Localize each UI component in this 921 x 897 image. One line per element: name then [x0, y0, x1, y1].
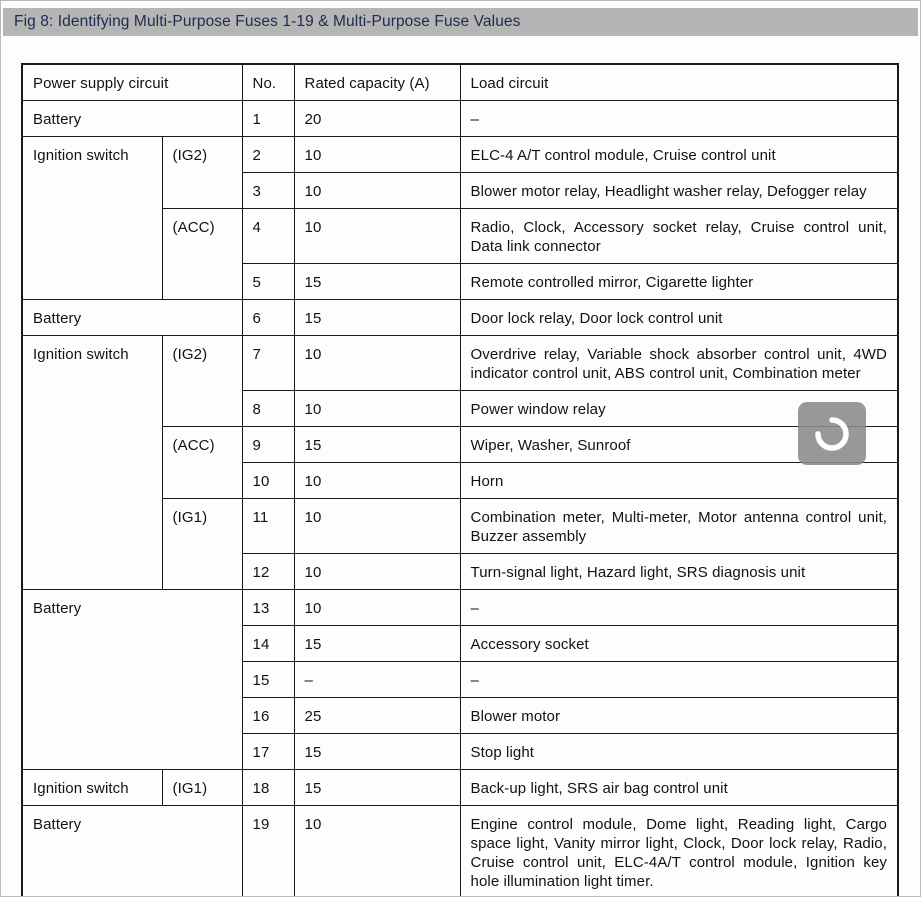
load-circuit-cell: Horn [460, 463, 898, 499]
table-row [22, 300, 898, 336]
capacity-cell: 10 [294, 336, 460, 391]
capacity-cell: 10 [294, 173, 460, 209]
capacity-cell: 15 [294, 427, 460, 463]
power-supply-sub-cell: (IG1) [162, 770, 242, 806]
load-circuit-cell: Accessory socket [460, 626, 898, 662]
power-supply-sub-cell: (IG2) [162, 137, 242, 209]
fuse-no-cell: 1 [242, 101, 294, 137]
power-supply-cell: Battery [22, 806, 242, 897]
fuse-no-cell: 4 [242, 209, 294, 264]
load-circuit-cell: – [460, 590, 898, 626]
load-circuit-cell: Turn-signal light, Hazard light, SRS diagnosis unit [460, 554, 898, 590]
loading-spinner-icon [812, 414, 852, 454]
fuse-no-cell: 17 [242, 734, 294, 770]
load-circuit-cell: Wiper, Washer, Sunroof [460, 427, 898, 463]
load-circuit-cell: Back-up light, SRS air bag control unit [460, 770, 898, 806]
load-circuit-cell: – [460, 101, 898, 137]
fuse-no-cell: 7 [242, 336, 294, 391]
load-circuit-cell: Combination meter, Multi-meter, Motor antenna control unit, Buzzer assembly [460, 499, 898, 554]
load-circuit-cell: Power window relay [460, 391, 898, 427]
table-header-row [22, 64, 898, 101]
capacity-cell: 15 [294, 770, 460, 806]
capacity-cell: 20 [294, 101, 460, 137]
capacity-cell: 10 [294, 806, 460, 897]
load-circuit-cell: Stop light [460, 734, 898, 770]
col-header-no: No. [242, 64, 294, 101]
table-row [22, 137, 898, 173]
capacity-cell: 10 [294, 137, 460, 173]
power-supply-cell: Ignition switch [22, 336, 162, 590]
fuse-no-cell: 2 [242, 137, 294, 173]
table-row [22, 590, 898, 626]
load-circuit-cell: – [460, 662, 898, 698]
power-supply-cell: Battery [22, 101, 242, 137]
capacity-cell: 25 [294, 698, 460, 734]
power-supply-cell: Ignition switch [22, 770, 162, 806]
load-circuit-cell: Overdrive relay, Variable shock absorber control unit, 4WD indicator control unit, ABS control unit, Combination meter [460, 336, 898, 391]
power-supply-cell: Battery [22, 590, 242, 770]
col-header-capacity: Rated capacity (A) [294, 64, 460, 101]
fuse-no-cell: 16 [242, 698, 294, 734]
col-header-power-supply: Power supply circuit [22, 64, 242, 101]
fuse-no-cell: 13 [242, 590, 294, 626]
power-supply-sub-cell: (ACC) [162, 209, 242, 300]
figure-caption: Fig 8: Identifying Multi-Purpose Fuses 1-19 & Multi-Purpose Fuse Values [14, 13, 521, 30]
fuse-no-cell: 6 [242, 300, 294, 336]
capacity-cell: – [294, 662, 460, 698]
capacity-cell: 10 [294, 554, 460, 590]
fuse-no-cell: 19 [242, 806, 294, 897]
load-circuit-cell: Blower motor [460, 698, 898, 734]
capacity-cell: 15 [294, 300, 460, 336]
col-header-load: Load circuit [460, 64, 898, 101]
power-supply-cell: Ignition switch [22, 137, 162, 300]
table-row [22, 806, 898, 897]
loading-overlay [798, 402, 866, 465]
power-supply-sub-cell: (IG2) [162, 336, 242, 427]
capacity-cell: 15 [294, 626, 460, 662]
capacity-cell: 10 [294, 499, 460, 554]
table-row [22, 770, 898, 806]
fuse-no-cell: 15 [242, 662, 294, 698]
figure-caption-bar [3, 8, 918, 36]
load-circuit-cell: Blower motor relay, Headlight washer relay, Defogger relay [460, 173, 898, 209]
fuse-no-cell: 9 [242, 427, 294, 463]
table-row [22, 101, 898, 137]
fuse-no-cell: 14 [242, 626, 294, 662]
load-circuit-cell: Door lock relay, Door lock control unit [460, 300, 898, 336]
fuse-no-cell: 3 [242, 173, 294, 209]
table-row [22, 336, 898, 391]
capacity-cell: 10 [294, 209, 460, 264]
capacity-cell: 15 [294, 734, 460, 770]
capacity-cell: 10 [294, 590, 460, 626]
power-supply-sub-cell: (IG1) [162, 499, 242, 590]
capacity-cell: 10 [294, 463, 460, 499]
capacity-cell: 10 [294, 391, 460, 427]
fuse-no-cell: 11 [242, 499, 294, 554]
fuse-no-cell: 8 [242, 391, 294, 427]
capacity-cell: 15 [294, 264, 460, 300]
load-circuit-cell: ELC-4 A/T control module, Cruise control unit [460, 137, 898, 173]
power-supply-sub-cell: (ACC) [162, 427, 242, 499]
fuse-no-cell: 10 [242, 463, 294, 499]
power-supply-cell: Battery [22, 300, 242, 336]
load-circuit-cell: Radio, Clock, Accessory socket relay, Cruise control unit, Data link connector [460, 209, 898, 264]
load-circuit-cell: Remote controlled mirror, Cigarette lighter [460, 264, 898, 300]
load-circuit-cell: Engine control module, Dome light, Reading light, Cargo space light, Vanity mirror light, Clock, Door lock relay, Radio, Cruise control unit, ELC-4A/T control module, Ignition key hole illumination light timer. [460, 806, 898, 897]
fuse-no-cell: 12 [242, 554, 294, 590]
fuse-no-cell: 5 [242, 264, 294, 300]
fuse-no-cell: 18 [242, 770, 294, 806]
fuse-table [21, 63, 899, 897]
